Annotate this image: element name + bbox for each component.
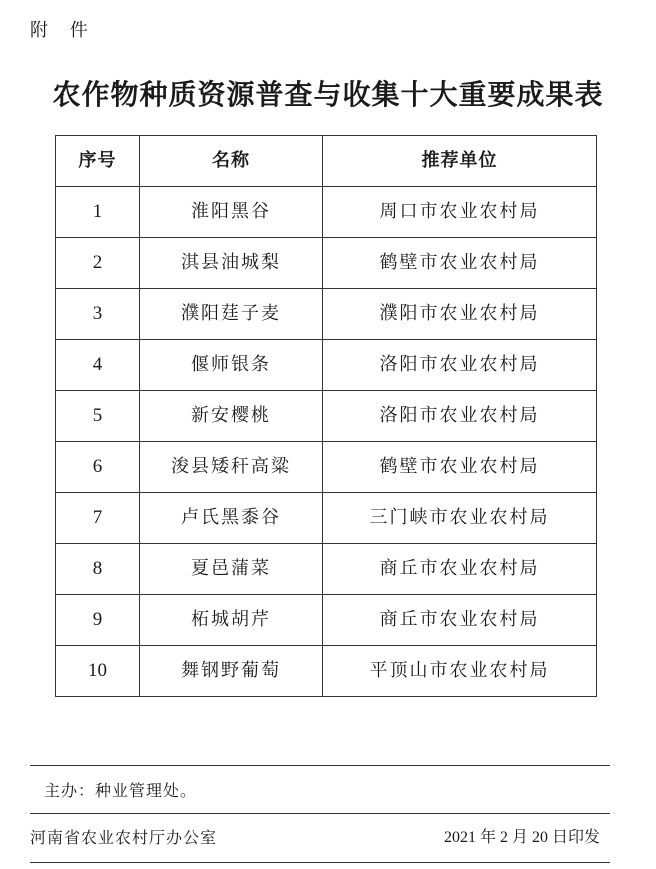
- row-unit-cell: 鹤壁市农业农村局: [323, 442, 597, 493]
- row-name-cell: 舞钢野葡萄: [140, 646, 323, 697]
- row-number-cell: 8: [56, 544, 140, 595]
- row-unit-cell: 洛阳市农业农村局: [323, 340, 597, 391]
- table-row: [56, 646, 597, 697]
- row-unit-cell: 鹤壁市农业农村局: [323, 238, 597, 289]
- row-name-cell: 偃师银条: [140, 340, 323, 391]
- footer-top-rule: [30, 765, 610, 766]
- row-number-cell: 10: [56, 646, 140, 697]
- table-row: [56, 595, 597, 646]
- row-unit-cell: 周口市农业农村局: [323, 187, 597, 238]
- table-row: [56, 442, 597, 493]
- column-header-name: 名称: [140, 136, 323, 187]
- row-name-cell: 柘城胡芹: [140, 595, 323, 646]
- table-row: [56, 187, 597, 238]
- row-name-cell: 淇县油城梨: [140, 238, 323, 289]
- row-number-cell: 5: [56, 391, 140, 442]
- row-number-cell: 6: [56, 442, 140, 493]
- table-row: [56, 340, 597, 391]
- issue-date: 2021 年 2 月 20 日印发: [443, 829, 600, 846]
- row-name-cell: 新安樱桃: [140, 391, 323, 442]
- attachment-label: 附 件: [30, 20, 90, 41]
- row-number-cell: 1: [56, 187, 140, 238]
- row-number-cell: 4: [56, 340, 140, 391]
- table-row: [56, 289, 597, 340]
- row-number-cell: 3: [56, 289, 140, 340]
- table-header-row: [56, 136, 597, 187]
- row-unit-cell: 三门峡市农业农村局: [323, 493, 597, 544]
- footer-bottom-rule: [30, 862, 610, 863]
- row-number-cell: 9: [56, 595, 140, 646]
- sponsor-note: 主办：种业管理处。: [44, 781, 198, 800]
- column-header-unit: 推荐单位: [323, 136, 597, 187]
- row-number-cell: 7: [56, 493, 140, 544]
- table-row: [56, 544, 597, 595]
- row-number-cell: 2: [56, 238, 140, 289]
- row-name-cell: 淮阳黑谷: [140, 187, 323, 238]
- row-unit-cell: 平顶山市农业农村局: [323, 646, 597, 697]
- table-row: [56, 391, 597, 442]
- row-unit-cell: 商丘市农业农村局: [323, 595, 597, 646]
- row-name-cell: 浚县矮秆高粱: [140, 442, 323, 493]
- row-name-cell: 濮阳莛子麦: [140, 289, 323, 340]
- document-title: 农作物种质资源普查与收集十大重要成果表: [52, 78, 604, 111]
- column-header-number: 序号: [56, 136, 140, 187]
- issuing-office: 河南省农业农村厅办公室: [30, 828, 218, 847]
- row-unit-cell: 商丘市农业农村局: [323, 544, 597, 595]
- row-name-cell: 卢氏黑黍谷: [140, 493, 323, 544]
- results-table: [55, 135, 597, 697]
- row-unit-cell: 洛阳市农业农村局: [323, 391, 597, 442]
- row-name-cell: 夏邑蒲菜: [140, 544, 323, 595]
- table-row: [56, 493, 597, 544]
- row-unit-cell: 濮阳市农业农村局: [323, 289, 597, 340]
- table-row: [56, 238, 597, 289]
- footer-middle-rule: [30, 813, 610, 814]
